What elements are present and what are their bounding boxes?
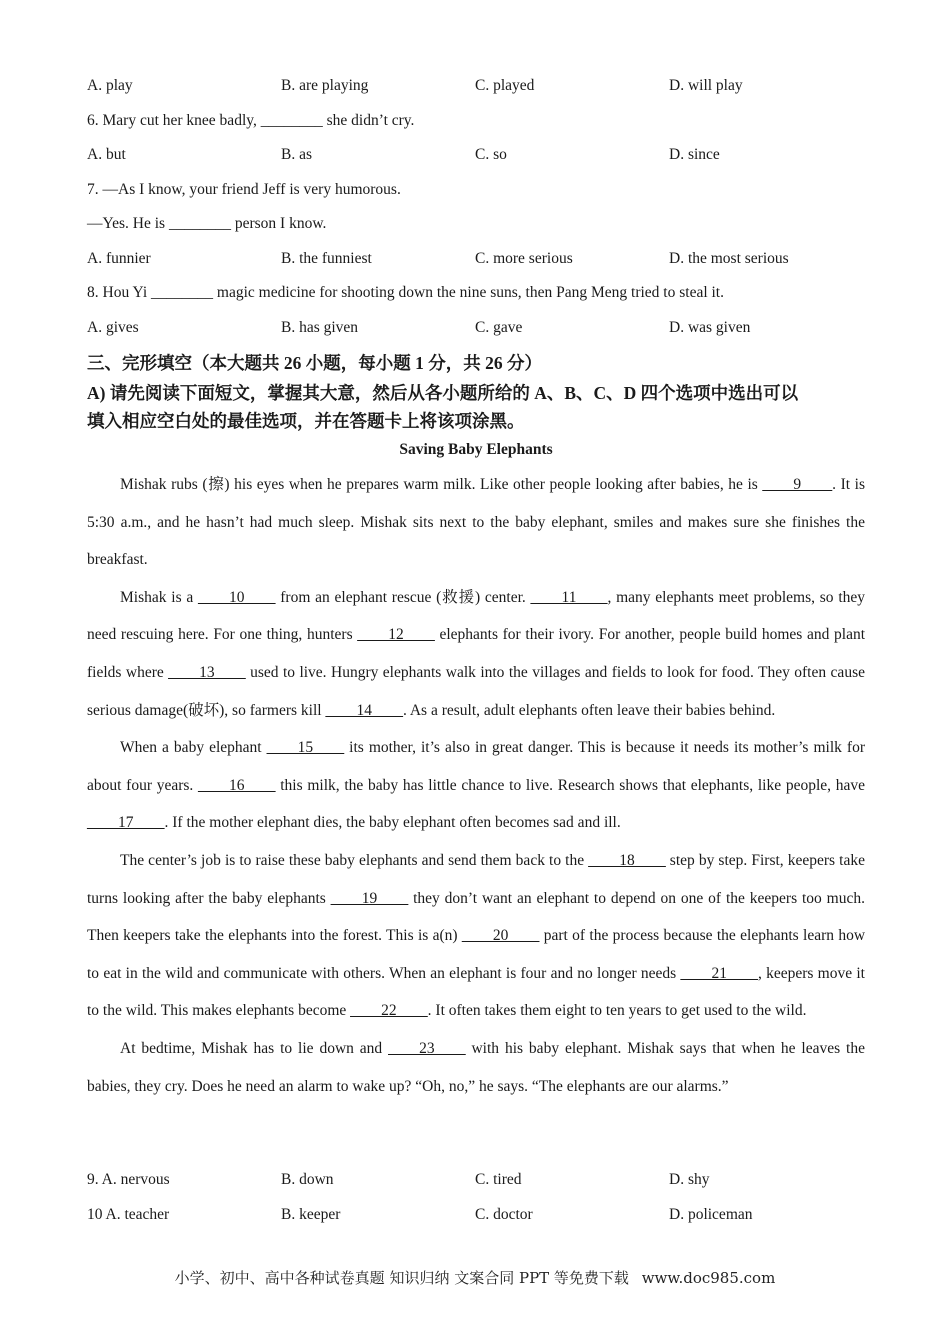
option-c: C. gave: [475, 319, 523, 336]
paragraph-3: When a baby elephant ____15____ its mother, it’s also in great danger. This is because it needs its mother’s milk for about four years. ____16____ this milk, the baby has little chance to live. Research shows that elephants, like people, have ____17____. If the mother elephant dies, the baby elephant often becomes sad and ill.: [87, 739, 866, 832]
option-d: D. shy: [669, 1171, 710, 1188]
blank-22: ____22____: [350, 1002, 428, 1020]
option-a: 9. A. nervous: [87, 1171, 170, 1188]
option-c: C. doctor: [475, 1206, 533, 1223]
option-c: C. more serious: [475, 250, 573, 267]
section-instruction-line1: A) 请先阅读下面短文，掌握其大意，然后从各小题所给的 A、B、C、D 四个选项中选出可以: [87, 383, 799, 403]
footer-url[interactable]: www.doc985.com: [641, 1269, 776, 1287]
blank-14: ____14____: [325, 701, 403, 719]
blank-11: ____11____: [530, 588, 608, 606]
option-a: A. but: [87, 146, 126, 163]
blank-19: ____19____: [330, 889, 409, 907]
blank-17: ____17____: [87, 814, 165, 832]
option-d: D. will play: [669, 77, 743, 94]
option-a: A. gives: [87, 319, 139, 336]
option-c: C. so: [475, 146, 507, 163]
option-b: B. as: [281, 146, 312, 163]
option-b: B. has given: [281, 319, 359, 336]
option-d: D. policeman: [669, 1206, 753, 1223]
blank-12: ____12____: [357, 626, 435, 644]
option-d: D. the most serious: [669, 250, 789, 267]
paragraph-4: The center’s job is to raise these baby elephants and send them back to the ____18____ step by step. First, keepers take turns looking after the baby elephants ____19____ they don’t want an elephant to depend on one of the keepers too much. Then keepers take the elephants into the forest. This is a(n) ____20____ part of the process because the elephants learn how to eat in the wild and communicate with others. When an elephant is four and no longer needs ____21____, keepers move it to the wild. This makes elephants become ____22____. It often takes them eight to ten years to get used to the wild.: [87, 851, 866, 1020]
option-c: C. tired: [475, 1171, 522, 1188]
section-heading: 三、完形填空（本大题共 26 小题，每小题 1 分，共 26 分）: [87, 353, 542, 373]
page-footer: [0, 1268, 950, 1288]
blank-21: ____21____: [680, 964, 758, 982]
blank-20: ____20____: [461, 927, 540, 945]
passage-body: [87, 466, 865, 1105]
question-7-stem: 7. —As I know, your friend Jeff is very humorous.: [87, 181, 401, 198]
blank-13: ____13____: [168, 663, 246, 681]
blank-10: ____10____: [198, 588, 276, 606]
blank-18: ____18____: [588, 851, 666, 869]
option-a: A. play: [87, 77, 133, 94]
option-a: A. funnier: [87, 250, 151, 267]
question-6-stem: 6. Mary cut her knee badly, ________ she didn’t cry.: [87, 112, 415, 129]
paragraph-1: Mishak rubs (擦) his eyes when he prepares warm milk. Like other people looking after babies, he is ____9____. It is 5:30 a.m., and he hasn’t had much sleep. Mishak sits next to the baby elephant, smiles and makes sure she finishes the breakfast.: [87, 476, 865, 569]
option-d: D. since: [669, 146, 720, 163]
blank-9: ____9____: [762, 476, 833, 493]
paragraph-5: At bedtime, Mishak has to lie down and ____23____ with his baby elephant. Mishak says that when he leaves the babies, they cry. Does he need an alarm to wake up? “Oh, no,” he says. “The elephants are our alarms.”: [87, 1039, 865, 1095]
blank-23: ____23____: [388, 1039, 466, 1057]
question-8-stem: 8. Hou Yi ________ magic medicine for shooting down the nine suns, then Pang Meng tried to steal it.: [87, 284, 724, 301]
option-b: B. are playing: [281, 77, 369, 94]
option-a: 10 A. teacher: [87, 1206, 170, 1223]
blank-16: ____16____: [198, 776, 276, 794]
paragraph-2: Mishak is a ____10____ from an elephant rescue (救援) center. ____11____, many elephants meet problems, so they need rescuing here. For one thing, hunters ____12____ elephants for their ivory. For another, people build homes and plant fields where ____13____ used to live. Hungry elephants walk into the villages and fields to look for food. They often cause serious damage(破坏), so farmers kill ____14____. As a result, adult elephants often leave their babies behind.: [87, 588, 866, 719]
option-c: C. played: [475, 77, 535, 94]
option-d: D. was given: [669, 319, 751, 336]
option-b: B. keeper: [281, 1206, 341, 1223]
section-instruction-line2: 填入相应空白处的最佳选项，并在答题卡上将该项涂黑。: [87, 411, 525, 431]
option-b: B. the funniest: [281, 250, 372, 267]
question-7-stem-reply: —Yes. He is ________ person I know.: [87, 215, 327, 232]
footer-text: 小学、初中、高中各种试卷真题 知识归纳 文案合同 PPT 等免费下载: [174, 1269, 629, 1287]
passage-title: Saving Baby Elephants: [399, 441, 553, 458]
option-b: B. down: [281, 1171, 334, 1188]
blank-15: ____15____: [266, 739, 345, 757]
